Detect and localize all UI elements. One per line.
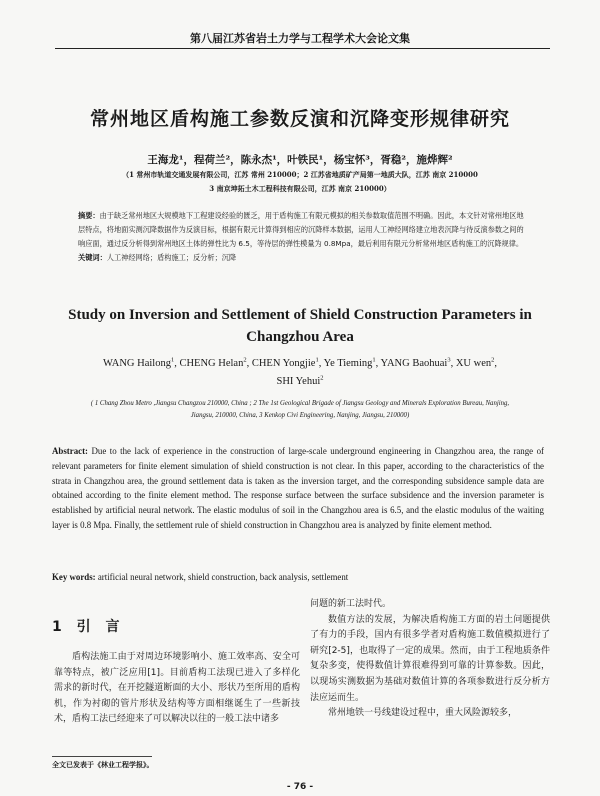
abstract-en-text: Due to the lack of experience in the construction of large-scale underground engineering in Changzhou area, the range of relevant parameters for finite element simulation of shield construction is not clear. In this paper, according to the characteristics of the strata in Changzhou area, the ground settlement data is taken as the inversion target, and the corresponding subsidence sample data are obtained according to the finite element method. The response surface between the surface subsidence and the inversion parameter is established by artificial neural network. The elastic modulus of soil in the Changzhou area is 6.5, and the elastic modulus of the waiting layer is 0.8 Mpa. Finally, the settlement rule of shield construction in Changzhou area is analyzed by finite element method. [52,446,545,530]
header-rule [55,48,550,49]
journal-header: 第八届江苏省岩土力学与工程学术大会论文集 [190,32,410,45]
body-paragraph: 常州地铁一号线建设过程中，重大风险源较多， [328,708,518,719]
footnote: 全文已发表于《林业工程学报》。 [52,761,154,769]
footnote-rule [52,756,152,757]
affiliations-en [60,398,540,422]
section-title: 引 言 [76,619,120,635]
author-en: XU wen [455,358,492,369]
keywords-en-label: Key words: [52,572,96,582]
keywords-cn: 人工神经网络；盾构施工；反分析；沉降 [106,253,237,262]
title-cn: 常州地区盾构施工参数反演和沉降变形规律研究 [89,108,510,130]
title-en: Study on Inversion and Settlement of Shield Construction Parameters in Changzhou Area [68,307,532,345]
section-number: 1 [52,619,62,635]
affiliation-en-2: Jiangsu, 210000, China, 3 Kenkop Civi Engineering, Nanjing, Jiangsu, 210000) [190,412,410,419]
author-en: YANG Baohuai [380,358,448,369]
keywords-en-text: artificial neural network, shield construction, back analysis, settlement [97,572,349,582]
author-en: WANG Hailong [103,358,171,369]
abstract-en [52,444,544,533]
body-paragraph: 盾构法施工由于对周边环境影响小、施工效率高、安全可靠等特点，被广泛应用[1]。目前盾构工法现已进入了多样化需求的新时代，在开挖隧道断面的大小、形状乃至所用的盾构机，作为衬砌的管片形状及结构等方面相继诞生了一些新技术，盾构工法已经迎来了可以解决以往的一般工法中诸多 [54,652,300,725]
affiliation-cn-2: 3 南京坤拓土木工程科技有限公司，江苏 南京 210000） [209,184,391,193]
affiliation-en-1: ( 1 Chang Zhou Metro ,Jiangsu Changzou 210000, China ; 2 The 1st Geological Brigade of Jiangsu Geology and Minerals Exploration Bureau, Nanjing, [90,400,510,407]
body-line: 问题的新工法时代。 [310,599,392,609]
authors-en: WANG Hailong$^1$, CHENG Helan$^2$, CHEN Yongjie$^1$, Ye Tieming$^1$, YANG Baohuai$^3$, XU wen$^2$, SHI Yehui$^2$ [103,356,497,387]
author-en: SHI Yehui [276,376,321,387]
section-heading [52,616,120,636]
body-column-left [54,650,300,728]
author-en: CHEN Yongjie [251,358,316,369]
abstract-cn-text: 由于缺乏常州地区大规模地下工程建设经验的匮乏，用于盾构施工有限元模拟的相关参数取值范围不明确。因此，本文针对常州地区地层特点，将地面实测沉降数据作为反演目标，根据有限元计算得到相应的沉降样本数据，运用人工神经网络建立地表沉降与待反演参数之间的响应面，通过反分析得到常州地区土体的弹性比为 6.5，等待层的弹性模量为 0.8Mpa，最后利用有限元分析常州地区盾构施工的沉降规律。 [78,211,524,248]
abstract-cn [78,209,528,265]
page-number: - 76 - [286,782,314,792]
keywords-en [52,572,544,582]
authors-cn: 王海龙¹，程荷兰²，陈永杰¹，叶铁民¹，杨宝怀³，胥稳²，施烨辉² [147,154,453,166]
body-column-right [310,597,550,722]
body-paragraph: 数值方法的发展，为解决盾构施工方面的岩土问题提供了有力的手段，国内有很多学者对盾构施工数值模拟进行了研究[2-5]，也取得了一定的成果。然而，由于工程地质条件复杂多变，使得数值计算很难得到可靠的计算参数。因此，以现场实测数据为基础对数值计算的各项参数进行反分析方法应运而生。 [310,614,550,703]
affiliation-cn-1: （1 常州市轨道交通发展有限公司，江苏 常州 210000；2 江苏省地质矿产局第一地质大队，江苏 南京 210000 [122,170,478,179]
abstract-en-label: Abstract: [52,446,88,456]
abstract-cn-label: 摘要： [78,211,100,220]
author-en: Ye Tieming [323,358,373,369]
keywords-cn-label: 关键词： [78,253,107,262]
author-en: CHENG Helan [179,358,244,369]
